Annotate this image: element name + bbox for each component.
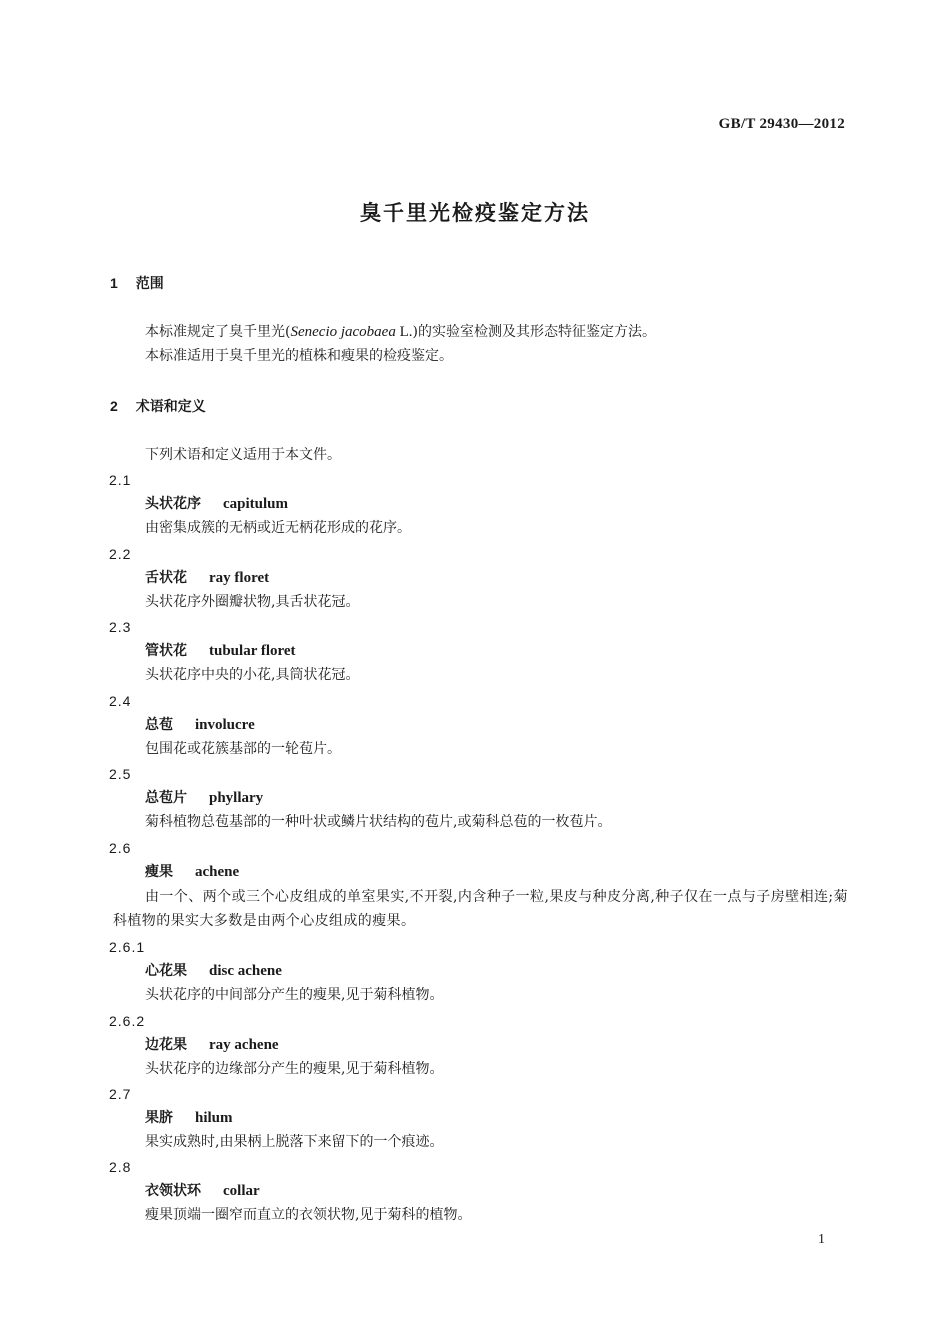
- term-heading: [145, 568, 269, 588]
- term-definition: 包围花或花簇基部的一轮苞片。: [145, 741, 341, 757]
- clause-number: 2.4: [109, 693, 132, 709]
- term-heading: [145, 788, 263, 808]
- term-heading: [145, 1035, 279, 1055]
- page-number: 1: [818, 1232, 825, 1247]
- term-definition: 头状花序的中间部分产生的瘦果,见于菊科植物。: [145, 987, 444, 1003]
- scientific-author: L.: [395, 324, 413, 340]
- term-zh: 管状花: [145, 643, 187, 659]
- scope-text-after: )的实验室检测及其形态特征鉴定方法。: [412, 324, 656, 340]
- clause-number: 2.2: [109, 546, 132, 562]
- term-zh: 总苞: [145, 717, 173, 733]
- term-heading: [145, 715, 255, 735]
- clause-number: 2.8: [109, 1159, 132, 1175]
- term-heading: [145, 494, 288, 514]
- term-en: capitulum: [223, 496, 289, 512]
- term-en: collar: [223, 1183, 260, 1199]
- term-heading: [145, 641, 296, 661]
- term-heading: [145, 1108, 233, 1128]
- term-heading: [145, 961, 282, 981]
- clause-number: 2.7: [109, 1086, 132, 1102]
- clause-number: 2.1: [109, 472, 132, 488]
- term-en: phyllary: [209, 790, 264, 806]
- standard-code: GB/T 29430—2012: [718, 116, 845, 132]
- clause-number: 2.3: [109, 619, 132, 635]
- term-zh: 瘦果: [145, 864, 173, 880]
- term-en: disc achene: [209, 963, 282, 979]
- term-definition: 头状花序外圈瓣状物,具舌状花冠。: [145, 594, 360, 610]
- term-zh: 果脐: [145, 1110, 173, 1126]
- term-definition: 由一个、两个或三个心皮组成的单室果实,不开裂,内含种子一粒,果皮与种皮分离,种子仅在一点与子房壁相连;菊科植物的果实大多数是由两个心皮组成的瘦果。: [113, 889, 848, 929]
- term-definition: 瘦果顶端一圈窄而直立的衣领状物,见于菊科的植物。: [145, 1207, 472, 1223]
- clause-number: 2.5: [109, 766, 132, 782]
- term-zh: 头状花序: [145, 496, 201, 512]
- term-definition: 头状花序的边缘部分产生的瘦果,见于菊科植物。: [145, 1061, 444, 1077]
- term-definition: 头状花序中央的小花,具筒状花冠。: [145, 667, 360, 683]
- terms-intro: 下列术语和定义适用于本文件。: [145, 447, 341, 463]
- section-heading-scope: [110, 273, 164, 294]
- scope-paragraph-2: 本标准适用于臭千里光的植株和瘦果的检疫鉴定。: [145, 348, 453, 364]
- section-number: 1: [110, 275, 118, 291]
- page-title: 臭千里光检疫鉴定方法: [360, 201, 590, 225]
- clause-number: 2.6.2: [109, 1013, 146, 1029]
- term-en: ray achene: [209, 1037, 279, 1053]
- term-zh: 总苞片: [145, 790, 187, 806]
- term-en: ray floret: [209, 570, 270, 586]
- term-definition: 果实成熟时,由果柄上脱落下来留下的一个痕迹。: [145, 1134, 444, 1150]
- term-zh: 心花果: [145, 963, 187, 979]
- term-en: involucre: [195, 717, 255, 733]
- section-title: 范围: [135, 276, 164, 292]
- term-definition: 由密集成簇的无柄或近无柄花形成的花序。: [145, 520, 411, 536]
- section-number: 2: [110, 398, 118, 414]
- term-zh: 边花果: [145, 1037, 187, 1053]
- clause-number: 2.6.1: [109, 939, 146, 955]
- term-zh: 舌状花: [145, 570, 187, 586]
- term-en: achene: [195, 864, 240, 880]
- term-en: tubular floret: [209, 643, 296, 659]
- scientific-name: Senecio jacobaea: [290, 324, 396, 340]
- clause-number: 2.6: [109, 840, 132, 856]
- scope-paragraph-1: [145, 322, 656, 342]
- term-heading: [145, 862, 239, 882]
- section-title: 术语和定义: [135, 399, 206, 415]
- term-zh: 衣领状环: [145, 1183, 201, 1199]
- section-heading-terms: [110, 396, 206, 417]
- term-definition: 菊科植物总苞基部的一种叶状或鳞片状结构的苞片,或菊科总苞的一枚苞片。: [145, 814, 612, 830]
- term-heading: [145, 1181, 260, 1201]
- term-en: hilum: [195, 1110, 233, 1126]
- scope-text-before: 本标准规定了臭千里光(: [145, 324, 291, 340]
